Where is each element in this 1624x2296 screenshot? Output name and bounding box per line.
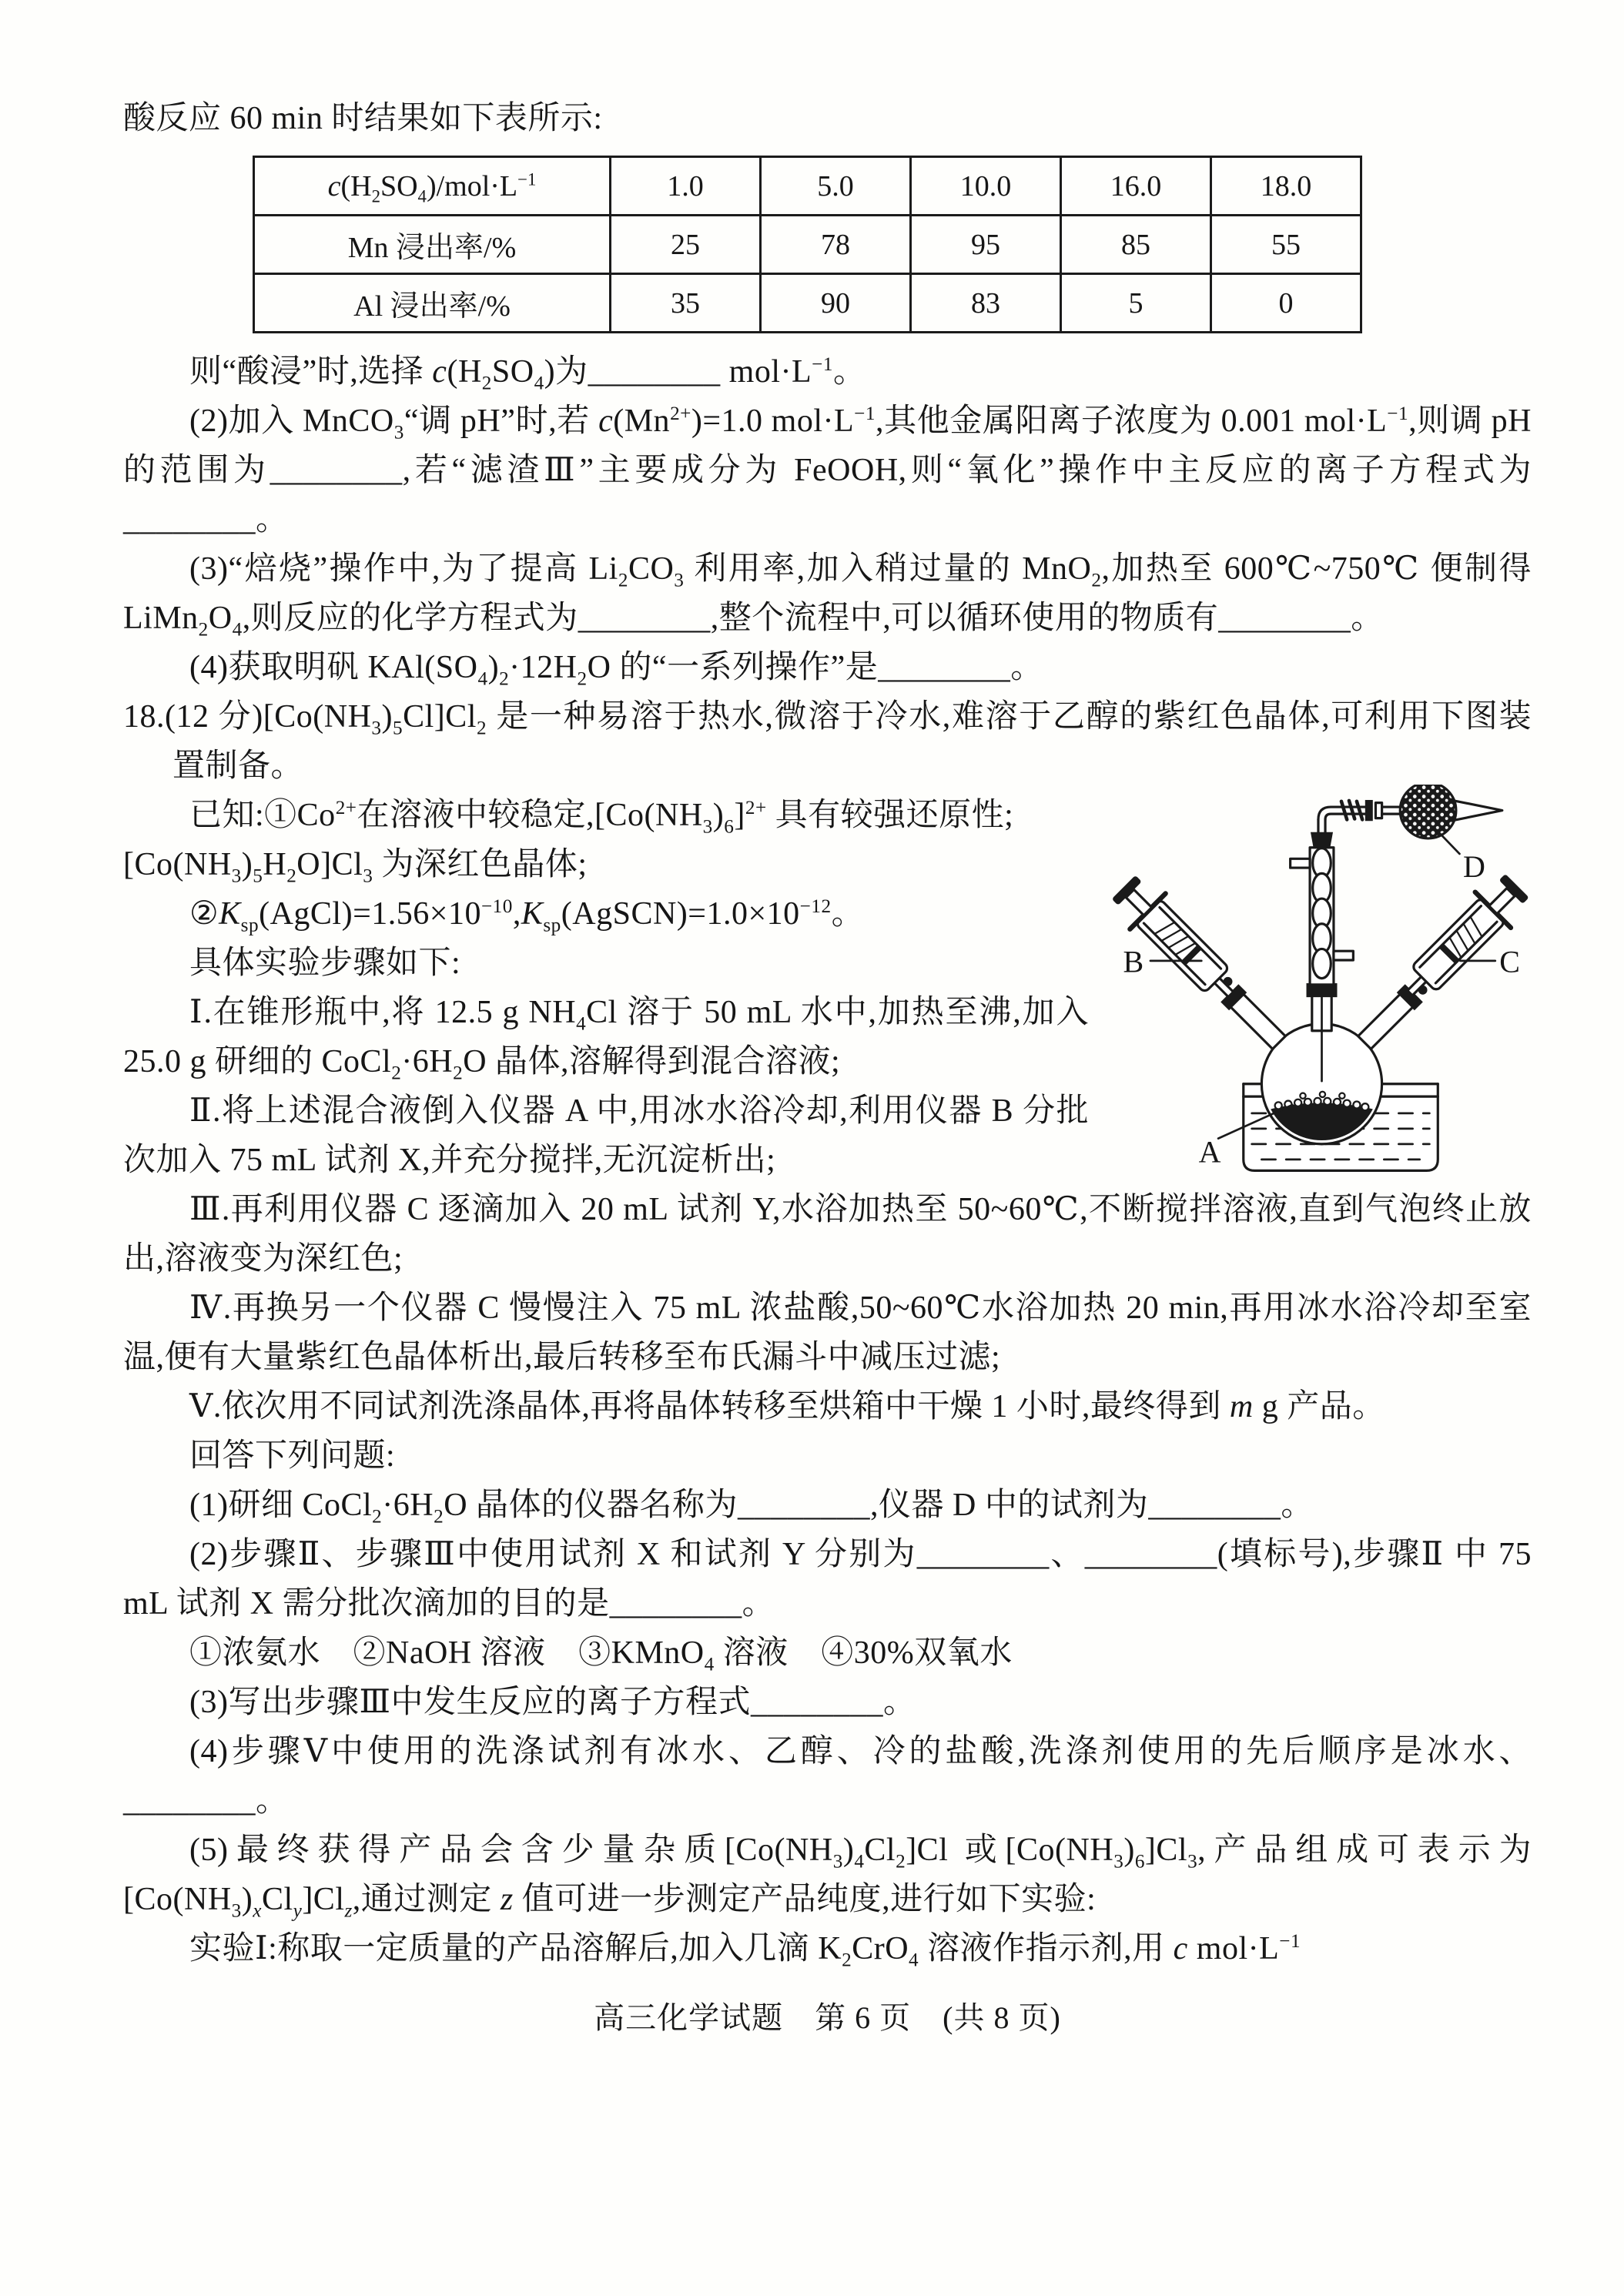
table-header-cell: $c(H_2SO_4)/mol\cdot L^{-1}$: [254, 157, 611, 216]
table-cell: 95: [911, 216, 1061, 274]
q18-known3: $②K_{sp}(AgCl)=1.56\times 10^{-10},K_{sp}(AgSCN)=1.0\times 10^{-12}$。: [189, 896, 865, 936]
delivery-tube: [1318, 800, 1401, 821]
table-header-cell: Mn 浸出率/%: [254, 216, 611, 274]
q18-known2: $[Co(NH_3)_5H_2O]Cl_3$ 为深红色晶体;: [123, 847, 588, 887]
q18-step4: Ⅳ.再换另一个仪器 C 慢慢注入 75 mL 浓盐酸,50~60℃水浴加热 20 min,再用冰水浴冷却至室温,便有大量紫红色晶体析出,最后转移至布氏漏斗中减压过滤;: [123, 1290, 1532, 1375]
table-row-al: [254, 274, 1361, 333]
table-cell: 25: [611, 216, 761, 274]
q18-sub3: (3)写出步骤Ⅲ中发生反应的离子方程式________。: [189, 1685, 916, 1720]
bulb-d: [1400, 785, 1502, 838]
table-cell: 85: [1061, 216, 1211, 274]
q18-answer-title: 回答下列问题:: [189, 1438, 396, 1474]
table-cell: 90: [761, 274, 911, 333]
table-cell: 16.0: [1061, 157, 1211, 216]
table-cell: 18.0: [1211, 157, 1361, 216]
q18-sub4: (4)步骤Ⅴ中使用的洗涤试剂有冰水、乙醇、冷的盐酸,洗涤剂使用的先后顺序是冰水、________。: [123, 1734, 1532, 1819]
table-cell: 0: [1211, 274, 1361, 333]
syringe-b: [1112, 869, 1249, 1012]
table-cell: 35: [611, 274, 761, 333]
q18-step1: Ⅰ.在锥形瓶中,将 12.5 g $NH_4Cl$ 溶于 50 mL 水中,加热至沸,加入 25.0 g 研细的 $CoCl_2\cdot 6H_2O$ 晶体,溶解得到混合溶液;: [123, 995, 1089, 1084]
q18-step3: Ⅲ.再利用仪器 C 逐滴加入 20 mL 试剂 Y,水浴加热至 50~60℃,不断搅拌溶液,直到气泡终止放出,溶液变为深红色;: [123, 1192, 1532, 1277]
table-header-cell: Al 浸出率/%: [254, 274, 611, 333]
table-cell: 55: [1211, 216, 1361, 274]
table-row-mn: [254, 216, 1361, 274]
table-cell: 10.0: [911, 157, 1061, 216]
q18-known1: 已知$:①Co^{2+}$在溶液中较稳定$,[Co(NH_3)_6]^{2+}$ 具有较强还原性;: [189, 798, 1014, 838]
q18-lead: 18.(12 分)$[Co(NH_3)_5Cl]Cl_2$ 是一种易溶于热水,微溶于冷水,难溶于乙醇的紫红色晶体,可利用下图装置制备。: [123, 699, 1532, 784]
q18-step2: Ⅱ.将上述混合液倒入仪器 A 中,用冰水浴冷却,利用仪器 B 分批次加入 75 mL 试剂 X,并充分搅拌,无沉淀析出;: [123, 1093, 1089, 1178]
page-footer: 高三化学试题 第 6 页 (共 8 页): [594, 2000, 1061, 2035]
q17-part2: (2)加入 MnCO$_3$“调 pH”时,若 $c(Mn^{2+})=1.0$ $mol\cdot L^{-1}$,其他金属阳离子浓度为 0.001 $mol\cdot L^{-1}$,则调 pH 的范围为________,若“滤渣Ⅲ”主要成分为 FeOOH,则“氧化”操作中主反应的离子方程式为________。: [123, 403, 1532, 537]
table-cell: 5: [1061, 274, 1211, 333]
q18-step5: Ⅴ.依次用不同试剂洗涤晶体,再将晶体转移至烘箱中干燥 1 小时,最终得到 m g 产品。: [189, 1389, 1385, 1424]
q18-options: ①浓氨水 ②NaOH 溶液 ③KMnO$_4$ 溶液 ④30%双氧水: [189, 1635, 1013, 1675]
table-cell: 5.0: [761, 157, 911, 216]
table-cell: 1.0: [611, 157, 761, 216]
table-cell: 83: [911, 274, 1061, 333]
apparatus-svg: [1112, 785, 1532, 1176]
q18-sub5: (5)最终获得产品会含少量杂质$[Co(NH_3)_4Cl_2]Cl$ 或$[Co(NH_3)_6]Cl_3$,产品组成可表示为$[Co(NH_3)_xCl_y]Cl_z$,通过测定 z 值可进一步测定产品纯度,进行如下实验:: [123, 1832, 1532, 1922]
q18-steps-title: 具体实验步骤如下:: [189, 946, 461, 981]
syringe-c: [1392, 868, 1532, 1011]
q18-sub1: (1)研细 $CoCl_2\cdot 6H_2O$ 晶体的仪器名称为________,仪器 D 中的试剂为________。: [189, 1488, 1314, 1528]
q18-exp1: 实验Ⅰ:称取一定质量的产品溶解后,加入几滴 $K_2CrO_4$ 溶液作指示剂,用 c $mol\cdot L^{-1}$: [189, 1931, 1301, 1971]
table-cell: 78: [761, 216, 911, 274]
leach-rate-table: [253, 156, 1362, 333]
q17-intro-line: 酸反应 60 min 时结果如下表所示:: [123, 101, 603, 136]
label-d: D: [1462, 848, 1485, 884]
label-a: A: [1198, 1134, 1221, 1170]
q17-part4: (4)获取明矾 $KAl(SO_4)_2\cdot 12H_2O$ 的“一系列操作”是________。: [189, 650, 1043, 690]
apparatus-figure: [1112, 785, 1532, 1176]
q18-sub2: (2)步骤Ⅱ、步骤Ⅲ中使用试剂 X 和试剂 Y 分别为________、________(填标号),步骤Ⅱ 中 75 mL 试剂 X 需分批次滴加的目的是________。: [123, 1537, 1532, 1622]
table-row-concentration: [254, 157, 1361, 216]
q17-part3: (3)“焙烧”操作中,为了提高 $Li_2CO_3$ 利用率,加入稍过量的 MnO$_2$,加热至 600℃~750℃ 便制得 $LiMn_2O_4$,则反应的化学方程式为________,整个流程中,可以循环使用的物质有________。: [123, 551, 1532, 641]
q17-pick-line: 则“酸浸”时,选择 $c(H_2SO_4)$为________ $mol\cdot L^{-1}$。: [189, 354, 866, 394]
label-b: B: [1123, 944, 1144, 979]
label-c: C: [1499, 944, 1520, 979]
